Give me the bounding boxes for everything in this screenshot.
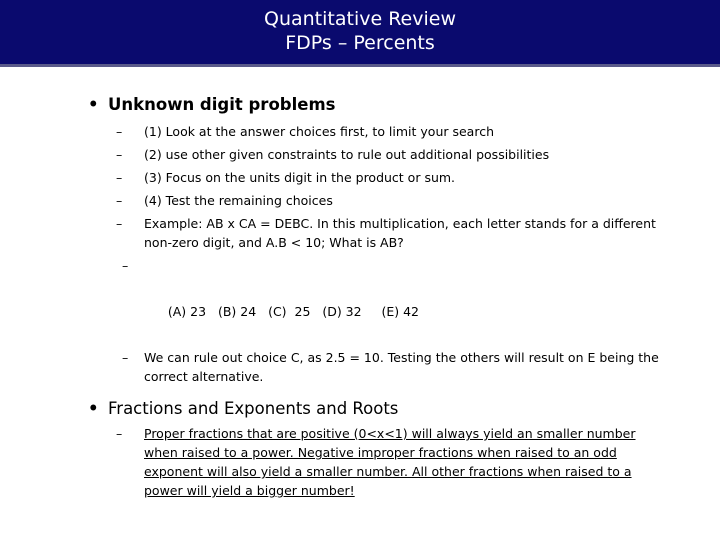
list-item [88,212,668,254]
list-item [88,189,668,212]
list-item [88,120,668,143]
dash-glyph: – [116,124,123,139]
dash-glyph: – [116,170,123,185]
unknown-digit-sublist [88,120,668,388]
list-item [88,254,668,346]
list-item-text: (4) Test the remaining choices [144,193,333,208]
dash-glyph: – [116,216,123,231]
slide-header [0,0,720,67]
list-item [88,424,668,500]
dash-glyph: – [116,147,123,162]
bullet-glyph: • [88,95,99,114]
list-item [88,346,668,388]
list-item-text: (A) 23 (B) 24 (C) 25 (D) 32 (E) 42 [167,304,419,319]
list-item-text: Example: AB x CA = DEBC. In this multiplication, each letter stands for a different non-zero digit, and A.B < 10; What is AB? [144,216,656,250]
list-item-text: (1) Look at the answer choices first, to limit your search [144,124,495,139]
slide-title: Quantitative Review [264,8,456,30]
bullet-glyph: • [88,399,99,418]
list-item [88,143,668,166]
list-item-text: We can rule out choice C, as 2.5 = 10. Testing the others will result on E being the correct alternative. [144,350,659,384]
dash-glyph: – [116,193,123,208]
list-item [88,166,668,189]
list-item-text: (3) Focus on the units digit in the product or sum. [144,170,456,185]
dash-glyph: – [116,426,123,441]
bullet-unknown-digit [88,94,668,116]
fractions-sublist [88,424,668,500]
slide-body [88,94,668,500]
dash-glyph: – [122,258,129,273]
bullet-fractions [88,398,668,420]
list-item-text: Proper fractions that are positive (0<x<1) will always yield an smaller number when raised to a power. Negative improper fractions when raised to an odd exponent will also yield a smaller number. All other fractions when raised to a power will yield a bigger number! [144,426,636,498]
list-item-text: (2) use other given constraints to rule out additional possibilities [144,147,550,162]
bullet-title: Unknown digit problems [108,95,336,114]
slide-subtitle: FDPs – Percents [285,32,435,54]
dash-glyph: – [122,350,129,365]
bullet-title: Fractions and Exponents and Roots [108,399,399,418]
